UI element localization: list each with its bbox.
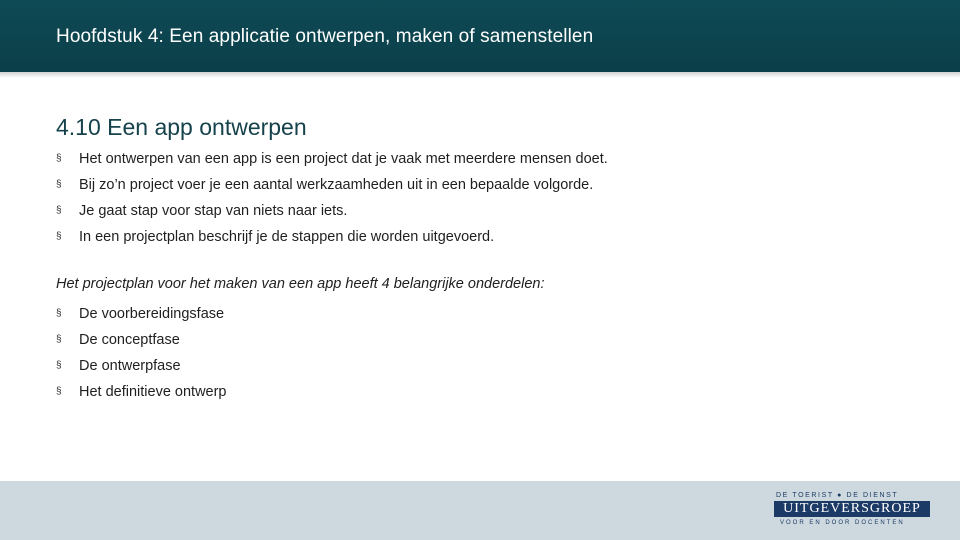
logo-bottom-text: VOOR EN DOOR DOCENTEN: [780, 520, 905, 526]
bullet-list-phases: [56, 301, 227, 405]
bullet-icon: §: [56, 360, 62, 371]
list-item: [56, 224, 608, 250]
intro-text: Het projectplan voor het maken van een app heeft 4 belangrijke onderdelen:: [56, 276, 545, 292]
bullet-icon: §: [56, 205, 62, 216]
list-item-text: Bij zo’n project voer je een aantal werkzaamheden uit in een bepaalde volgorde.: [79, 177, 594, 193]
slide-header: [0, 0, 960, 72]
bullet-icon: §: [56, 308, 62, 319]
chapter-title: Hoofdstuk 4: Een applicatie ontwerpen, maken of samenstellen: [56, 26, 594, 47]
list-item: [56, 172, 608, 198]
logo-top-text: DE TOERIST ● DE DIENST: [776, 492, 899, 499]
list-item: [56, 353, 227, 379]
list-item-text: Het ontwerpen van een app is een project dat je vaak met meerdere mensen doet.: [79, 151, 608, 167]
bullet-icon: §: [56, 179, 62, 190]
list-item: [56, 198, 608, 224]
logo-name: UITGEVERSGROEP: [774, 501, 930, 517]
list-item-text: Je gaat stap voor stap van niets naar iets.: [79, 203, 348, 219]
bullet-icon: §: [56, 386, 62, 397]
list-item-text: De voorbereidingsfase: [79, 306, 225, 322]
section-title: 4.10 Een app ontwerpen: [56, 114, 307, 140]
list-item-text: De conceptfase: [79, 332, 180, 348]
list-item-text: De ontwerpfase: [79, 358, 181, 374]
bullet-list-intro: [56, 146, 608, 250]
list-item-text: In een projectplan beschrijf je de stappen die worden uitgevoerd.: [79, 229, 495, 245]
list-item: [56, 301, 227, 327]
bullet-icon: §: [56, 153, 62, 164]
list-item: [56, 379, 227, 405]
header-shadow: [0, 72, 960, 78]
list-item: [56, 327, 227, 353]
bullet-icon: §: [56, 231, 62, 242]
bullet-icon: §: [56, 334, 62, 345]
publisher-logo: [774, 491, 930, 529]
list-item: [56, 146, 608, 172]
list-item-text: Het definitieve ontwerp: [79, 384, 227, 400]
